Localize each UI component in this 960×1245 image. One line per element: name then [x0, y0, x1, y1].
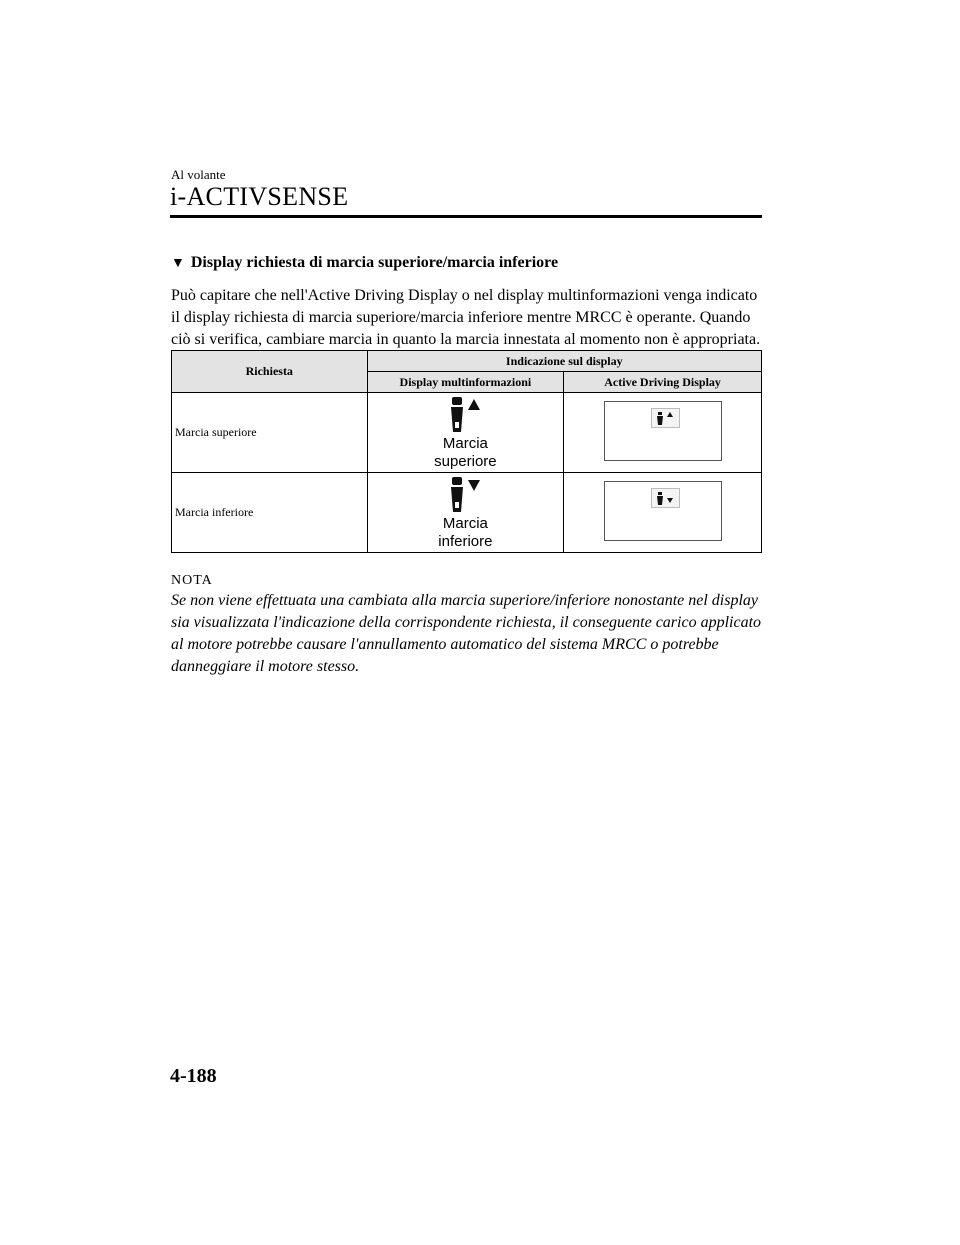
multi-display-upshift: [367, 393, 564, 473]
triangle-marker-icon: ▼: [171, 256, 185, 271]
intro-paragraph: [171, 285, 771, 351]
note-line: danneggiare il motore stesso.: [171, 658, 360, 675]
note-title: NOTA: [171, 573, 213, 588]
caption-line: superiore: [434, 452, 497, 470]
active-driving-display-upshift: [564, 393, 762, 473]
header-multi-display: Display multinformazioni: [367, 372, 564, 393]
section-title: i-ACTIVSENSE: [170, 182, 349, 211]
intro-line: il display richiesta di marcia superiore/marcia inferiore mentre MRCC è operante. Quando: [171, 309, 751, 326]
gear-shift-up-icon: [435, 396, 495, 434]
gear-shift-down-icon: [435, 476, 495, 514]
section-label: Al volante: [171, 167, 226, 182]
note-line: sia visualizzata l'indicazione della corrispondente richiesta, il conseguente carico applicato: [171, 614, 762, 631]
intro-line: Può capitare che nell'Active Driving Display o nel display multinformazioni venga indicato: [171, 287, 758, 304]
row-label-downshift: Marcia inferiore: [172, 473, 368, 553]
header-indication: Indicazione sul display: [367, 351, 761, 372]
ad-display-screen: [604, 401, 722, 461]
header-active-driving-display: Active Driving Display: [564, 372, 762, 393]
subsection-title: Display richiesta di marcia superiore/marcia inferiore: [190, 254, 559, 271]
row-label-upshift: Marcia superiore: [172, 393, 368, 473]
table-row: [172, 473, 762, 553]
gear-shift-down-mini-icon: [651, 488, 680, 508]
intro-line: ciò si verifica, cambiare marcia in quanto la marcia innestata al momento non è appropriata.: [171, 331, 761, 348]
request-table: [171, 350, 762, 553]
gear-shift-up-mini-icon: [651, 408, 680, 428]
caption-line: Marcia: [442, 434, 488, 452]
note-text: [171, 590, 771, 678]
page-number: 4-188: [170, 1065, 217, 1087]
header-request: Richiesta: [172, 351, 368, 393]
note-line: al motore potrebbe causare l'annullamento automatico del sistema MRCC o potrebbe: [171, 636, 719, 653]
caption-line: Marcia: [442, 514, 488, 532]
ad-display-screen: [604, 481, 722, 541]
subsection-heading: [171, 254, 558, 272]
table-row: [172, 393, 762, 473]
note-line: Se non viene effettuata una cambiata alla marcia superiore/inferiore nonostante nel display: [171, 592, 759, 609]
title-divider: [170, 215, 762, 218]
active-driving-display-downshift: [564, 473, 762, 553]
multi-display-downshift: [367, 473, 564, 553]
caption-line: inferiore: [438, 532, 493, 550]
